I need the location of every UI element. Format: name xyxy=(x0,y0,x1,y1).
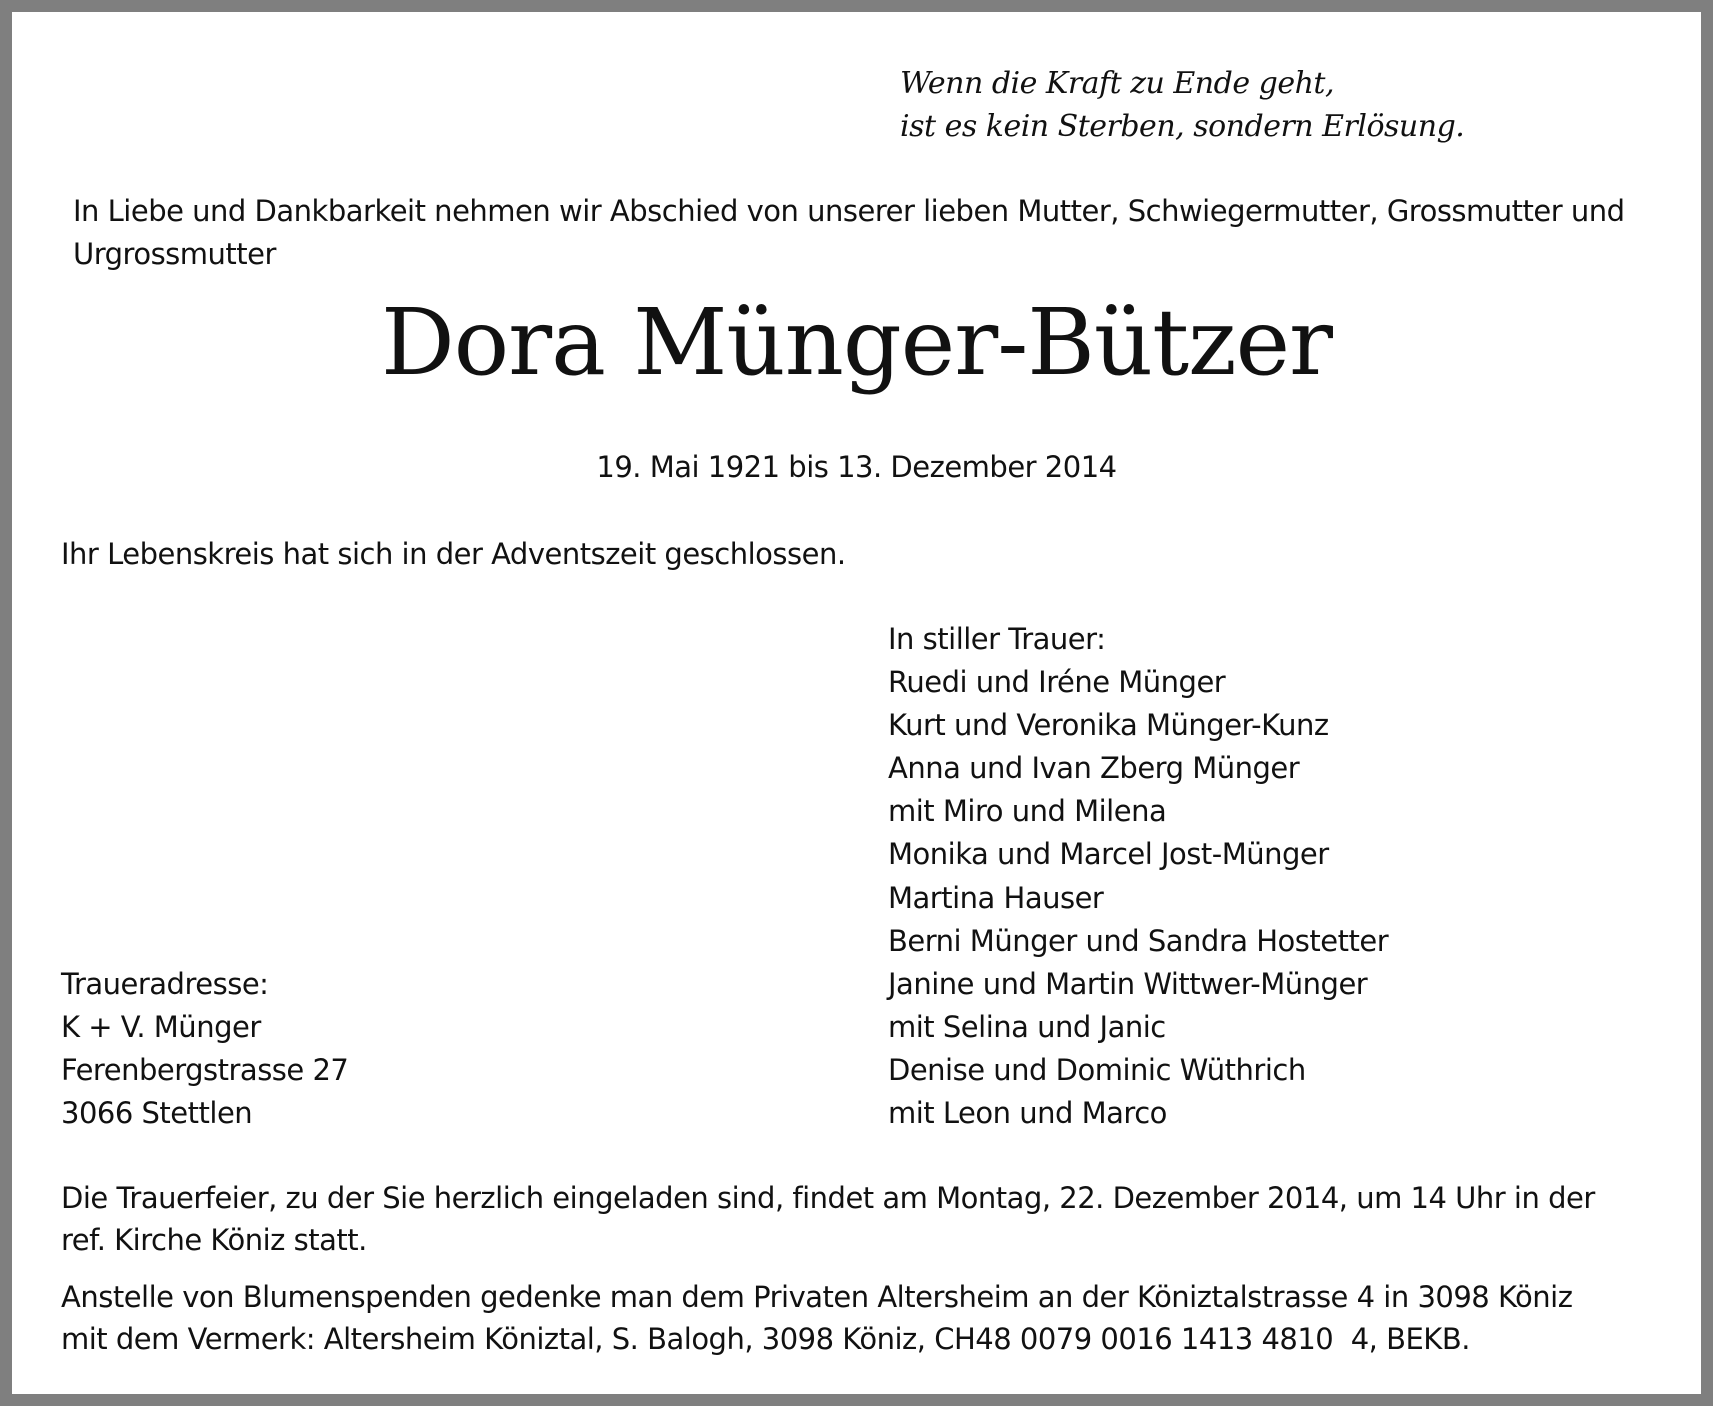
motto-line-1: Wenn die Kraft zu Ende geht, xyxy=(900,66,1334,101)
mourners-heading: In stiller Trauer: xyxy=(888,622,1106,656)
deceased-name: Dora Münger-Bützer xyxy=(380,289,1333,396)
mourner-item: Denise und Dominic Wüthrich xyxy=(888,1052,1306,1087)
intro-line-2: Urgrossmutter xyxy=(73,237,276,271)
mourner-item: mit Miro und Milena xyxy=(888,794,1167,829)
mourning-address xyxy=(61,963,348,1135)
mourner-item: Martina Hauser xyxy=(888,880,1104,915)
mourners-list xyxy=(888,618,1388,1135)
ceremony-line-2: ref. Kirche Köniz statt. xyxy=(61,1223,367,1257)
closing-sentence: Ihr Lebenskreis hat sich in der Adventszeit geschlossen. xyxy=(61,537,846,571)
motto-line-2: ist es kein Sterben, sondern Erlösung. xyxy=(900,109,1465,144)
ceremony-line-1: Die Trauerfeier, zu der Sie herzlich eingeladen sind, findet am Montag, 22. Dezember 2014, um 14 Uhr in der xyxy=(61,1181,1595,1215)
mourner-item: Berni Münger und Sandra Hostetter xyxy=(888,923,1389,958)
mourner-item: Anna und Ivan Zberg Münger xyxy=(888,751,1300,786)
motto-quote xyxy=(900,62,1464,148)
life-dates: 19. Mai 1921 bis 13. Dezember 2014 xyxy=(596,450,1117,484)
address-line: 3066 Stettlen xyxy=(61,1096,253,1131)
address-line: Ferenbergstrasse 27 xyxy=(61,1053,349,1088)
donation-notice xyxy=(61,1276,1681,1360)
intro-text xyxy=(73,190,1673,276)
mourner-item: Monika und Marcel Jost-Münger xyxy=(888,837,1329,872)
address-line: K + V. Münger xyxy=(61,1010,261,1045)
ceremony-notice xyxy=(61,1177,1681,1261)
mourner-item: Janine und Martin Wittwer-Münger xyxy=(888,966,1368,1001)
mourner-item: Ruedi und Iréne Münger xyxy=(888,665,1226,700)
mourner-item: Kurt und Veronika Münger-Kunz xyxy=(888,708,1329,743)
mourner-item: mit Selina und Janic xyxy=(888,1009,1166,1044)
mourner-item: mit Leon und Marco xyxy=(888,1096,1167,1131)
donation-line-2: mit dem Vermerk: Altersheim Köniztal, S. Balogh, 3098 Köniz, CH48 0079 0016 1413 4810 4, BEKB. xyxy=(61,1322,1470,1356)
donation-line-1: Anstelle von Blumenspenden gedenke man dem Privaten Altersheim an der Köniztalstrasse 4 in 3098 Köniz xyxy=(61,1280,1573,1314)
address-heading: Traueradresse: xyxy=(61,967,269,1001)
intro-line-1: In Liebe und Dankbarkeit nehmen wir Abschied von unserer lieben Mutter, Schwiegermutter, Grossmutter und xyxy=(73,194,1625,228)
